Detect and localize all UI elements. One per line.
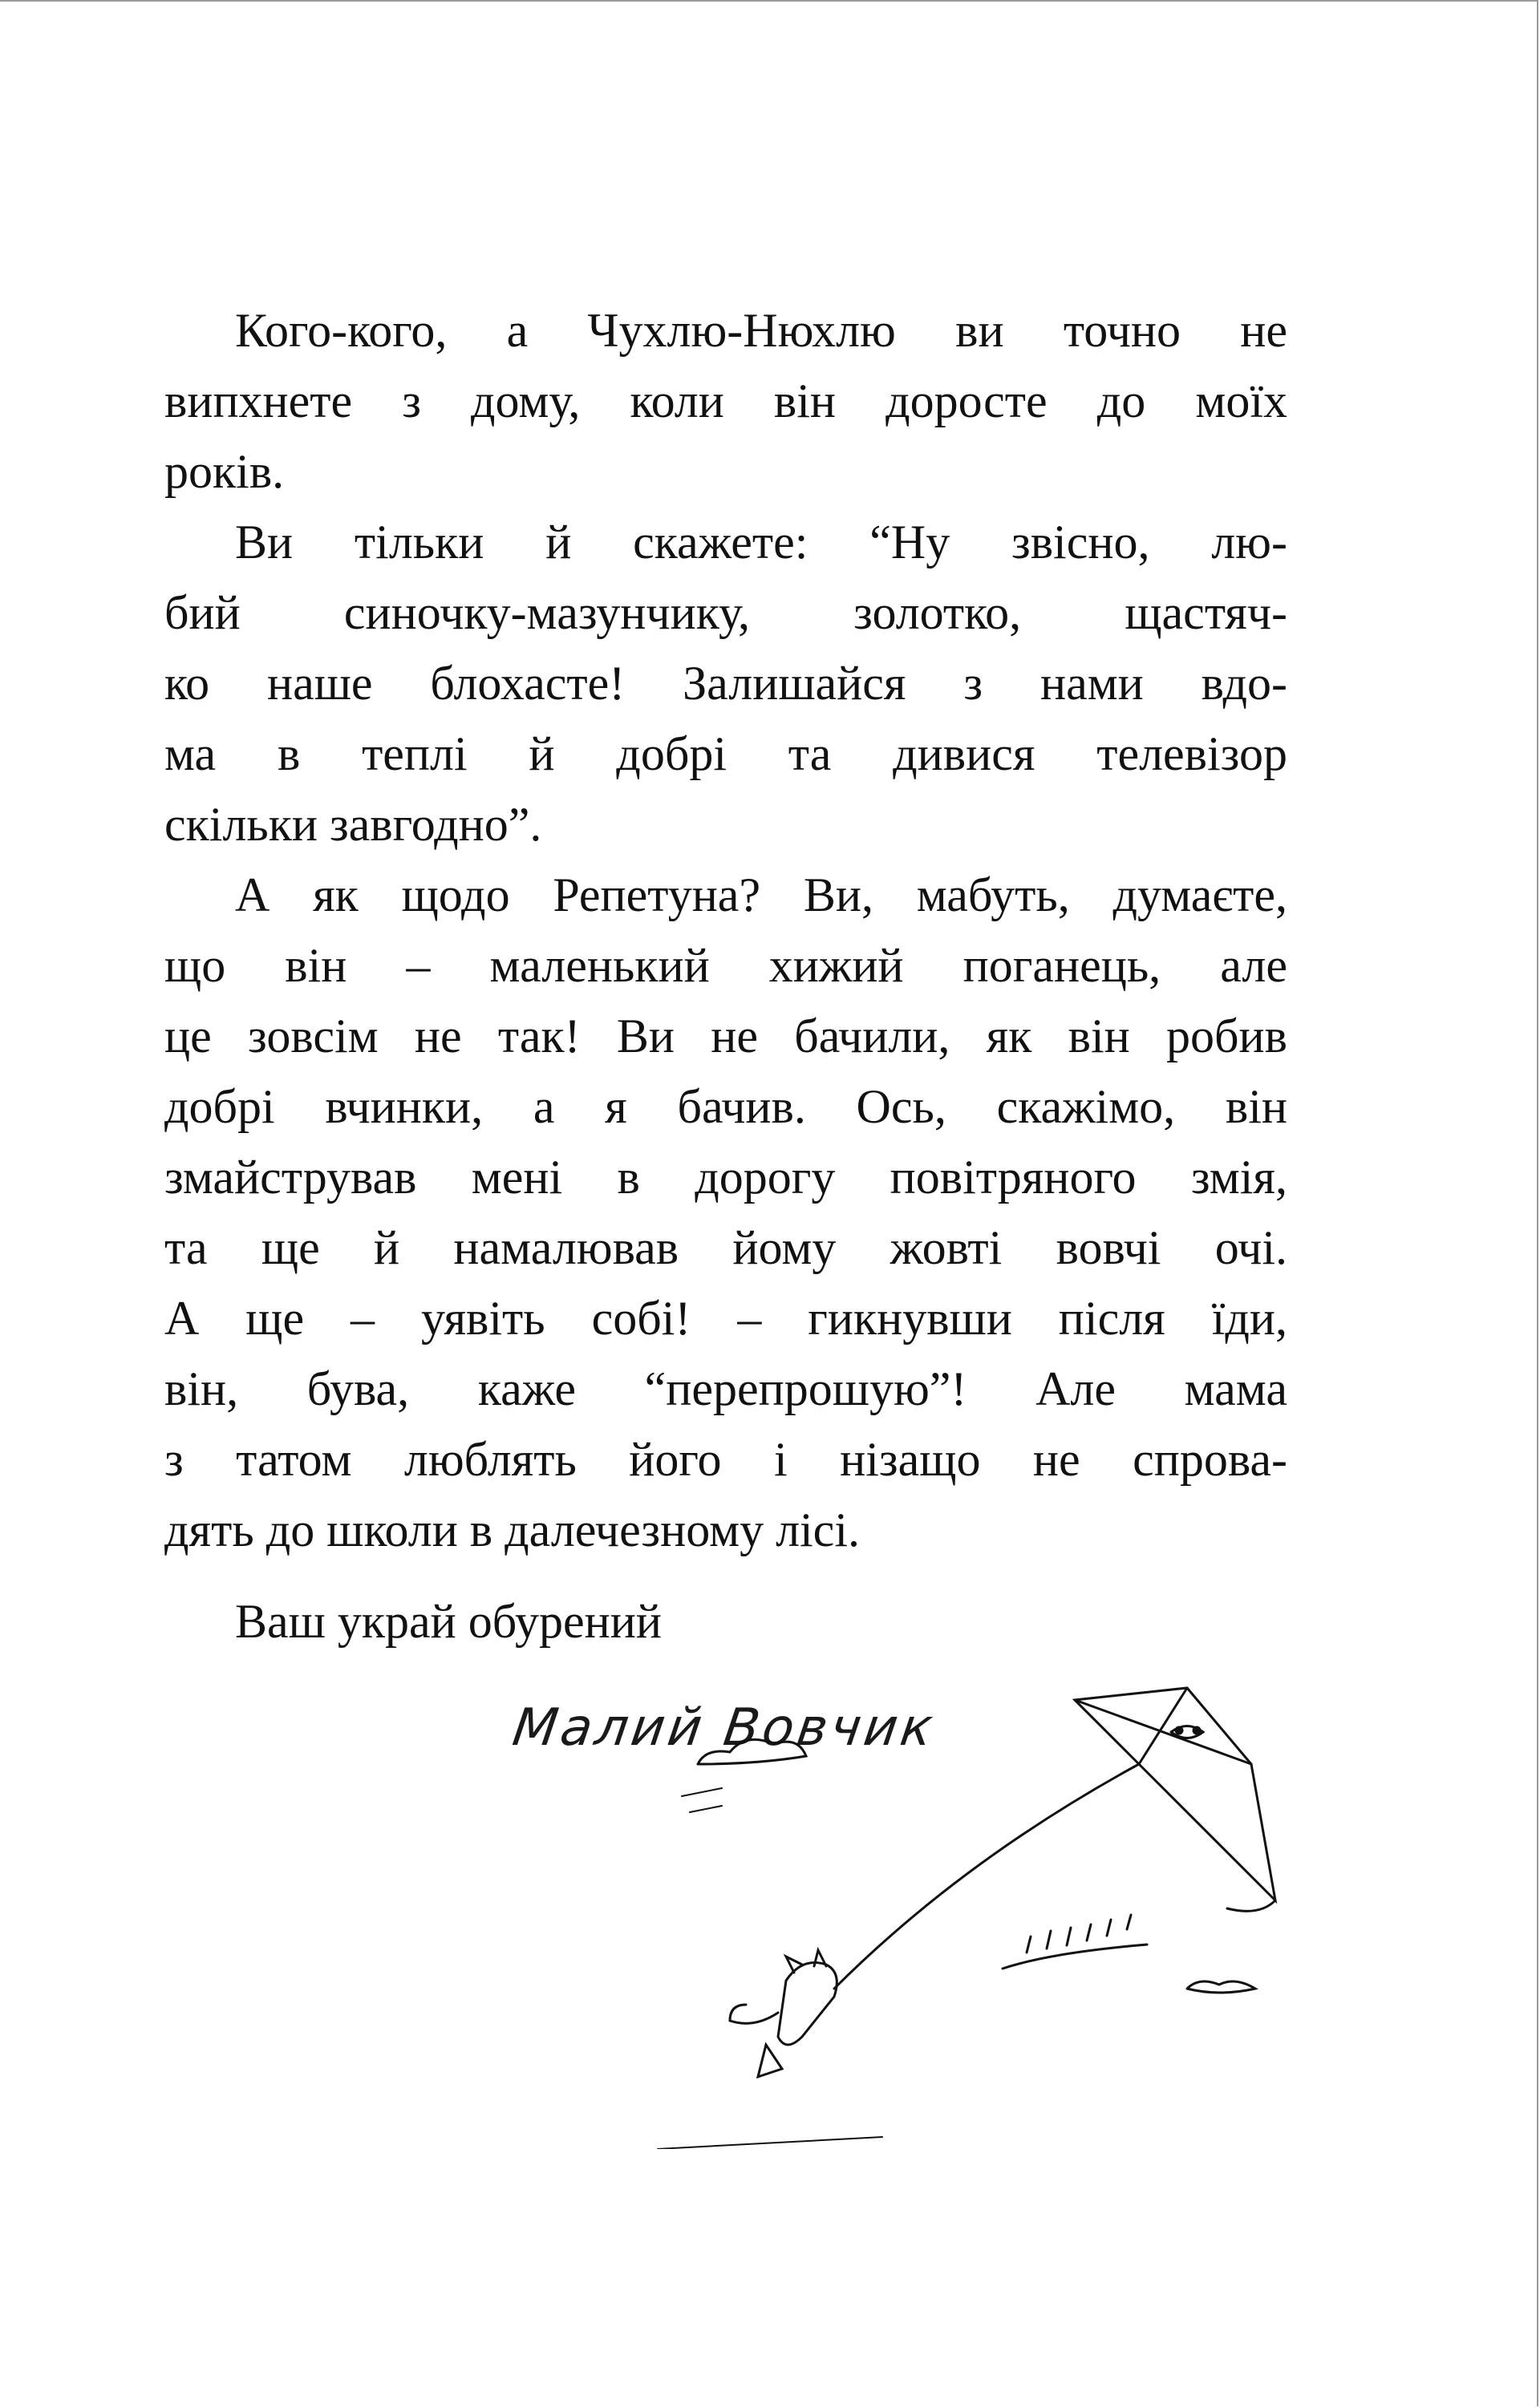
kite-string [834,1764,1139,1989]
text-line: він, бува, каже “перепрошую”! Але мама [164,1362,1287,1415]
text-line: А як щодо Репетуна? Ви, мабуть, думаєте, [235,868,1287,921]
text-line: Кого-кого, а Чухлю-Нюхлю ви точно не [235,304,1287,357]
speed-lines [682,1788,722,1812]
kite-icon [1075,1688,1275,1900]
text-line: та ще й намалював йому жовті вовчі очі. [164,1221,1287,1274]
text-line: що він – маленький хижий поганець, але [164,939,1287,992]
text-line: змайстрував мені в дорогу повітряного змія, [164,1151,1287,1204]
text-line: з татом люблять його і нізащо не спрова- [164,1433,1287,1486]
text-line: бий синочку-мазунчику, золотко, щастяч- [164,586,1287,639]
text-line: це зовсім не так! Ви не бачили, як він робив [164,1010,1287,1062]
text-line: Ви тільки й скажете: “Ну звісно, лю- [235,516,1287,569]
grass-icon [1003,1915,1147,1969]
kite-tail [1227,1900,1275,1911]
text-line: А ще – уявіть собі! – гикнувши після їди, [164,1292,1287,1345]
cloud-icon [698,1739,806,1764]
ground-line [658,2137,882,2149]
text-line: дять до школи в далечезному лісі. [164,1503,860,1556]
text-line: випхнете з дому, коли він доросте до моїх [164,374,1287,427]
letter-body [164,295,1287,1565]
text-line: скільки завгодно”. [164,798,542,851]
text-line: ма в теплі й добрі та дивися телевізор [164,727,1287,780]
closing-line: Ваш украй обурений [235,1595,662,1648]
kite-illustration [626,1668,1331,2149]
handwritten-signature: Малий Вовчик [509,1698,939,1758]
text-line: добрі вчинки, а я бачив. Ось, скажімо, він [164,1080,1287,1133]
wolf-character [730,1950,837,2077]
text-line: років. [164,445,285,498]
text-line: ко наше блохасте! Залишайся з нами вдо- [164,657,1287,710]
cloud-icon [1187,1981,1255,1993]
